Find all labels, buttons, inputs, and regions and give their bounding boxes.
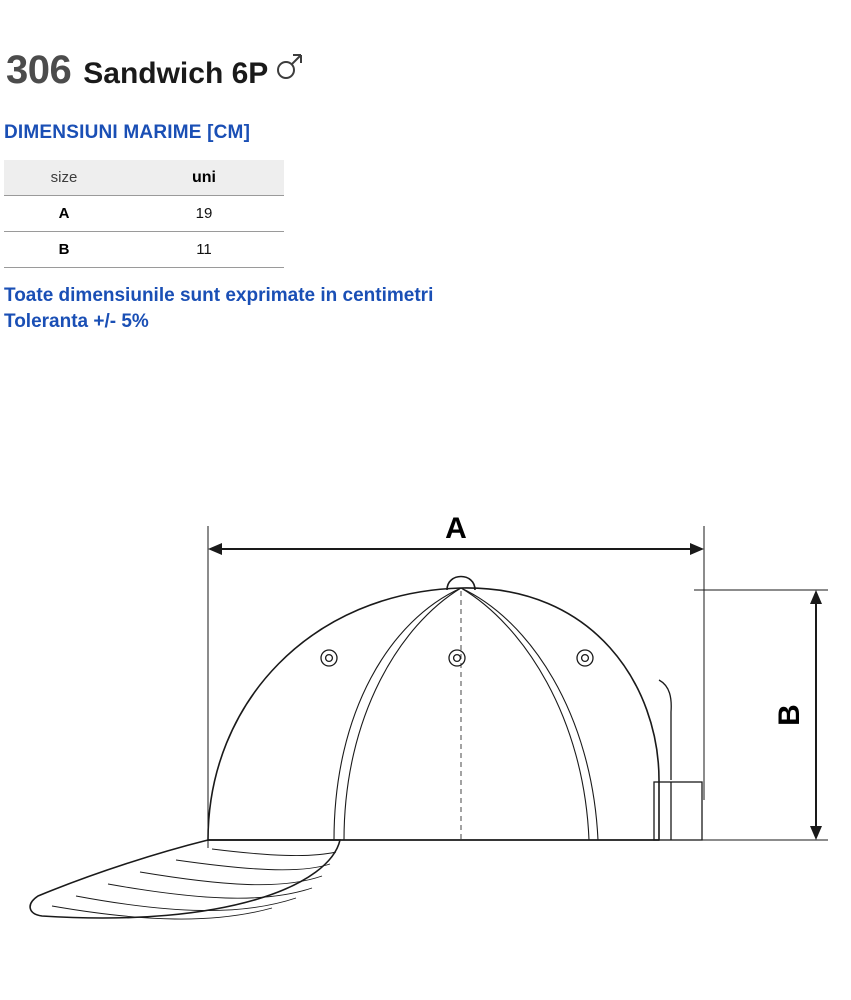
- dimension-label-b: B: [773, 704, 806, 726]
- note-line-1: Toate dimensiunile sunt exprimate in centimetri: [4, 285, 434, 306]
- measurement-notes: [4, 283, 433, 334]
- table-header-uni: uni: [192, 168, 216, 186]
- cap-technical-drawing: [0, 480, 851, 980]
- product-header: [6, 50, 304, 90]
- cap-body: [208, 588, 659, 840]
- row-value-b: 11: [196, 241, 212, 258]
- product-name: Sandwich 6P: [83, 57, 269, 90]
- table-row: [4, 196, 284, 232]
- dimension-label-a: A: [445, 512, 467, 545]
- table-row: [4, 232, 284, 268]
- row-label-a: A: [58, 205, 70, 222]
- dimension-a-group: [208, 512, 704, 848]
- table-header-row: [4, 160, 284, 196]
- cap-eyelets: [321, 650, 593, 666]
- row-label-b: B: [58, 241, 70, 258]
- cap-closure-strap: [654, 680, 702, 840]
- table-header-size: size: [50, 169, 78, 186]
- row-value-a: 19: [195, 205, 213, 222]
- note-line-2: Toleranta +/- 5%: [4, 310, 149, 332]
- size-table: [4, 160, 284, 268]
- cap-seams: [334, 588, 598, 840]
- cap-visor: [30, 840, 340, 919]
- male-symbol-icon: [276, 51, 304, 86]
- dimension-b-group: [664, 590, 828, 840]
- section-title: DIMENSIUNI MARIME [CM]: [4, 122, 251, 143]
- product-code: 306: [6, 48, 72, 92]
